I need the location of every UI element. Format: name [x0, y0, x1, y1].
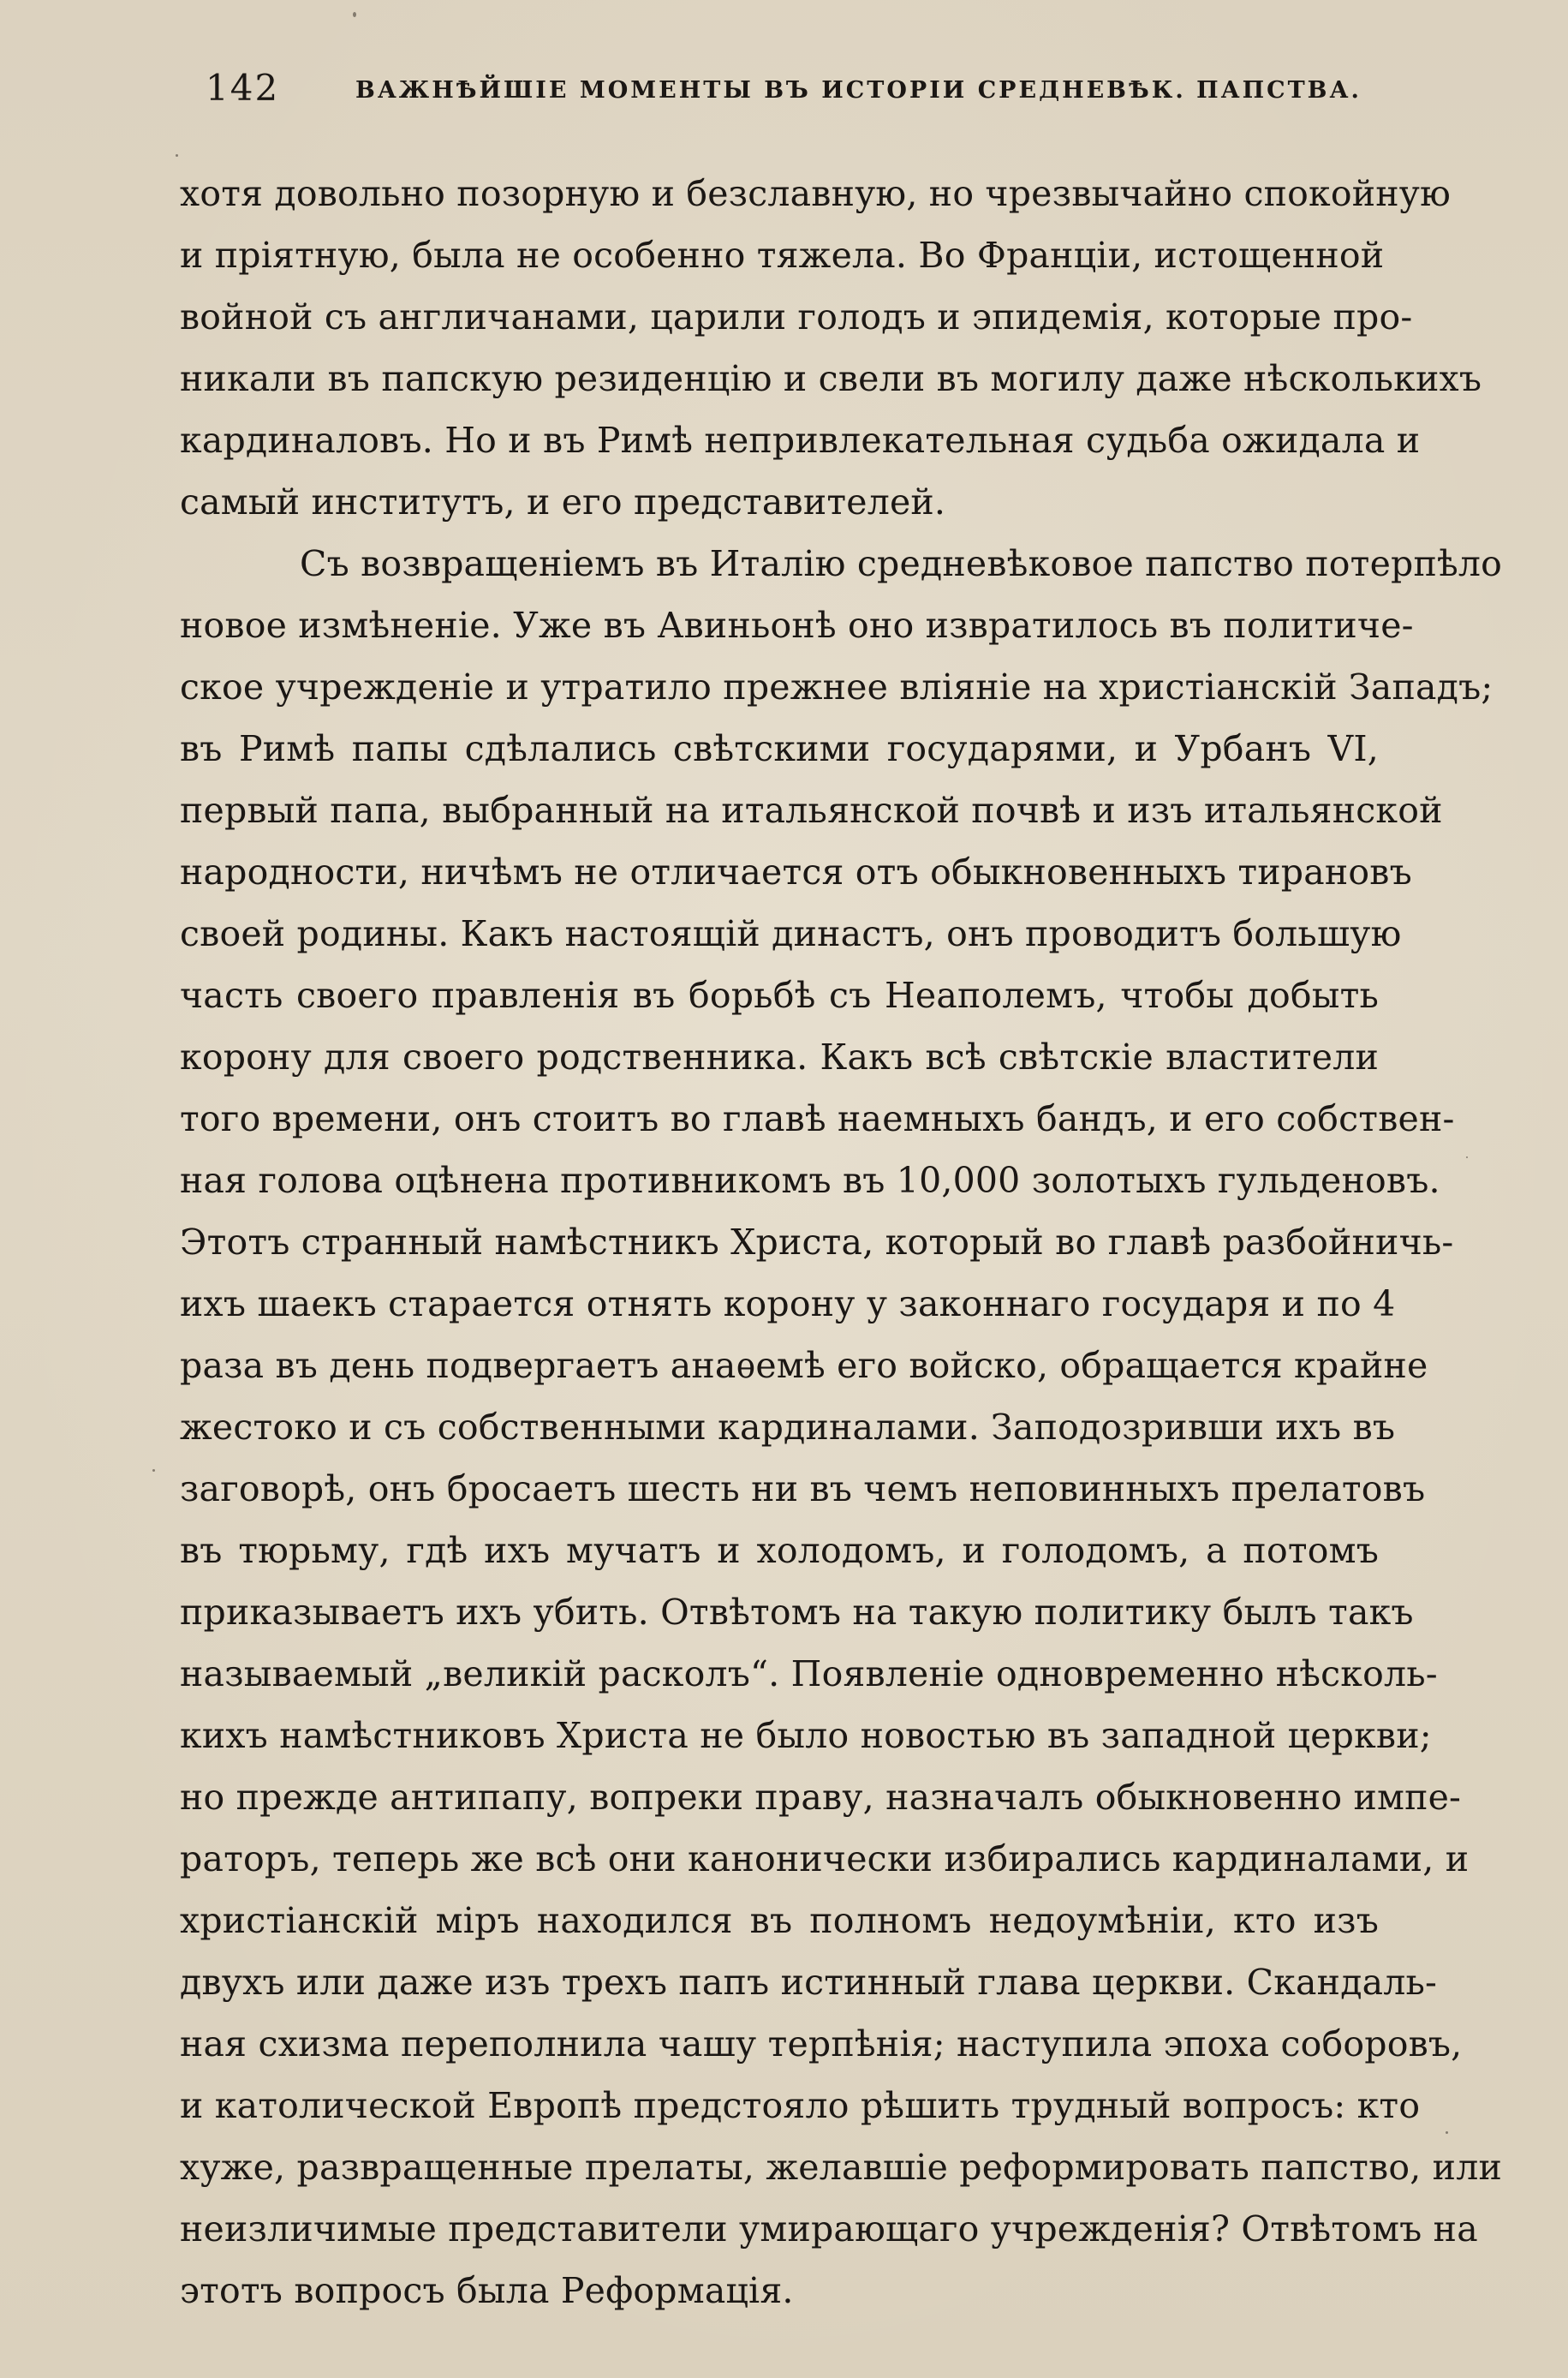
text-line: раза въ день подвергаетъ анаѳемѣ его войско, обращается крайне: [180, 1345, 1428, 1386]
text-line: хуже, развращенные прелаты, желавшіе реформировать папство, или: [180, 2147, 1502, 2188]
text-line: Этотъ странный намѣстникъ Христа, который во главѣ разбойничь-: [180, 1222, 1454, 1263]
text-line: того времени, онъ стоитъ во главѣ наемныхъ бандъ, и его собствен-: [180, 1098, 1455, 1139]
paper-speck: [1446, 2131, 1448, 2134]
text-line: въ тюрьму, гдѣ ихъ мучатъ и холодомъ, и голодомъ, а потомъ: [180, 1530, 1379, 1571]
text-line: въ Римѣ папы сдѣлались свѣтскими государями, и Урбанъ VI,: [180, 728, 1379, 769]
paper-speck: [152, 1469, 155, 1472]
text-line: христіанскій міръ находился въ полномъ недоумѣніи, кто изъ: [180, 1900, 1379, 1941]
text-line: кардиналовъ. Но и въ Римѣ непривлекательная судьба ожидала и: [180, 420, 1421, 461]
text-line: ная схизма переполнила чашу терпѣнія; наступила эпоха соборовъ,: [180, 2023, 1463, 2064]
text-line: называемый „великій расколъ“. Появленіе одновременно нѣсколь-: [180, 1653, 1438, 1694]
text-line: своей родины. Какъ настоящій династъ, онъ проводитъ большую: [180, 913, 1402, 954]
text-line: и католической Европѣ предстояло рѣшить трудный вопросъ: кто: [180, 2085, 1421, 2126]
text-line: новое измѣненіе. Уже въ Авиньонѣ оно извратилось въ политиче-: [180, 605, 1414, 646]
text-line: но прежде антипапу, вопреки праву, назначалъ обыкновенно импе-: [180, 1777, 1462, 1818]
text-line: хотя довольно позорную и безславную, но чрезвычайно спокойную: [180, 173, 1451, 214]
text-line: самый институтъ, и его представителей.: [180, 481, 946, 523]
text-line: войной съ англичанами, царили голодъ и эпидемія, которые про-: [180, 296, 1413, 338]
text-line: раторъ, теперь же всѣ они канонически избирались кардиналами, и: [180, 1838, 1470, 1879]
text-line: ское учрежденіе и утратило прежнее вліяніе на христіанскій Западъ;: [180, 666, 1493, 708]
text-line: никали въ папскую резиденцію и свели въ могилу даже нѣсколькихъ: [180, 358, 1482, 399]
paper-speck: [1466, 1156, 1468, 1158]
text-line: заговорѣ, онъ бросаетъ шесть ни въ чемъ неповинныхъ прелатовъ: [180, 1468, 1426, 1509]
text-line: приказываетъ ихъ убить. Отвѣтомъ на такую политику былъ такъ: [180, 1592, 1414, 1633]
text-line: неизличимые представители умирающаго учрежденія? Отвѣтомъ на: [180, 2208, 1478, 2250]
text-line: жестоко и съ собственными кардиналами. Заподозривши ихъ въ: [180, 1407, 1396, 1448]
paragraph-first-line: Съ возвращеніемъ въ Италію средневѣковое папство потерпѣло: [300, 543, 1503, 584]
text-line: первый папа, выбранный на итальянской почвѣ и изъ итальянской: [180, 790, 1443, 831]
text-line: этотъ вопросъ была Реформація.: [180, 2270, 794, 2311]
paper-speck: [353, 12, 356, 17]
text-line: народности, ничѣмъ не отличается отъ обыкновенныхъ тирановъ: [180, 851, 1412, 893]
text-line: корону для своего родственника. Какъ всѣ свѣтскіе властители: [180, 1037, 1379, 1078]
text-line: кихъ намѣстниковъ Христа не было новостью въ западной церкви;: [180, 1715, 1432, 1756]
page-number: 142: [206, 67, 280, 109]
text-line: ихъ шаекъ старается отнять корону у законнаго государя и по 4: [180, 1283, 1396, 1324]
text-line: двухъ или даже изъ трехъ папъ истинный глава церкви. Скандаль-: [180, 1962, 1438, 2003]
page-header: [206, 67, 1362, 118]
paper-speck: [176, 154, 178, 157]
text-line: и пріятную, была не особенно тяжела. Во Франціи, истощенной: [180, 235, 1385, 276]
text-line: часть своего правленія въ борьбѣ съ Неаполемъ, чтобы добыть: [180, 975, 1379, 1016]
body-text: [180, 163, 1503, 2321]
text-line: ная голова оцѣнена противникомъ въ 10,000 золотыхъ гульденовъ.: [180, 1160, 1440, 1201]
running-head: ВАЖНѢЙШІЕ МОМЕНТЫ ВЪ ИСТОРІИ СРЕДНЕВѢК. ПАПСТВА.: [355, 77, 1362, 104]
